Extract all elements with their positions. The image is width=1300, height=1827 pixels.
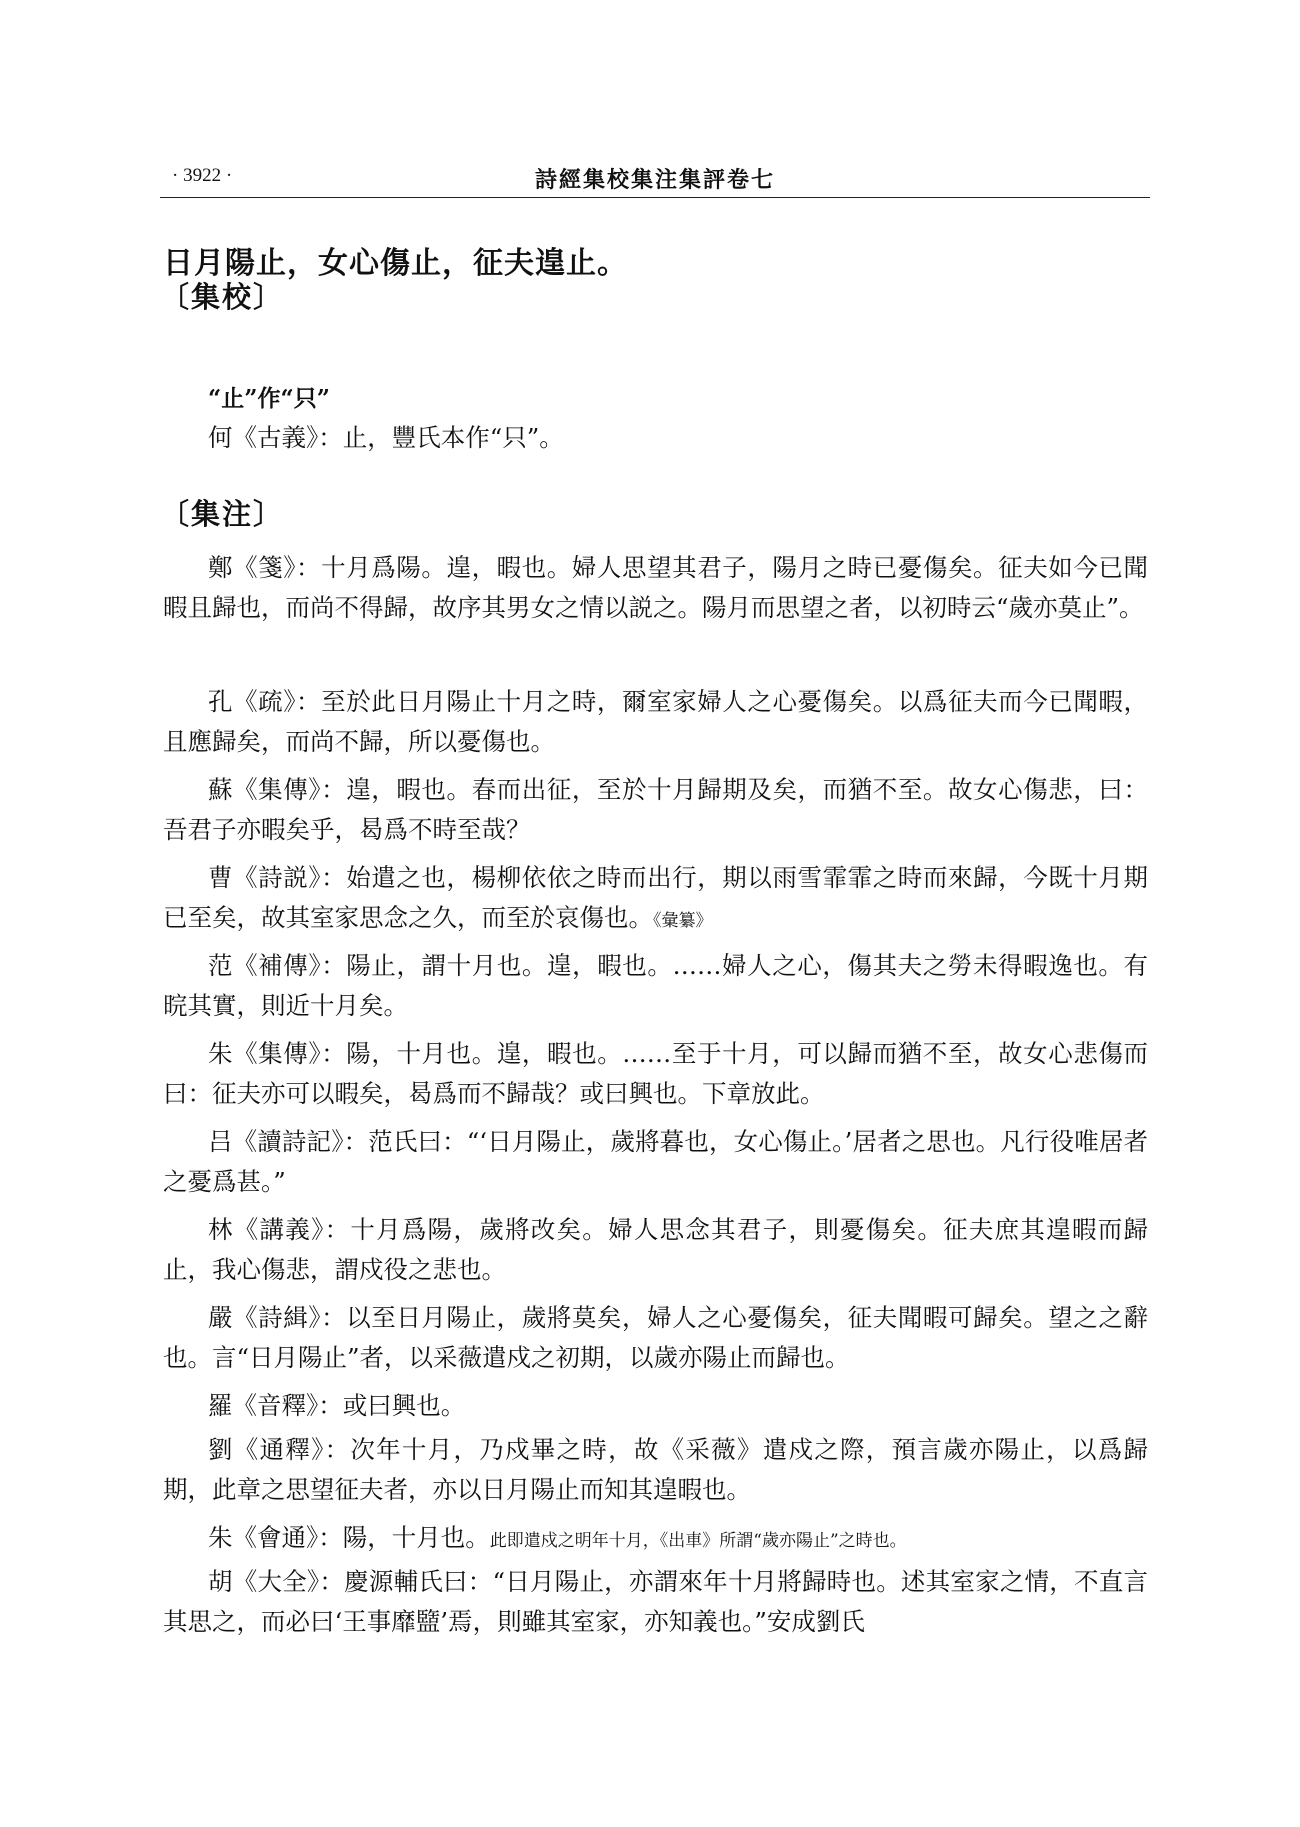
entry-zheng-jian <box>163 548 1148 628</box>
entry-zhu-huitong <box>163 1518 1148 1561</box>
entry-hu-daquan <box>163 1562 1148 1642</box>
entry-fan-buzhuan <box>163 946 1148 1026</box>
entry-text: 劉《通釋》：次年十月，乃戍畢之時，故《采薇》遣戍之際，預言歲亦陽止，以爲歸期，此章之思望征夫者，亦以日月陽止而知其遑暇也。 <box>163 1435 1148 1504</box>
section-heading-jizhu: 〔集注〕 <box>160 497 285 531</box>
entry-text: 羅《音釋》：或曰興也。 <box>208 1391 466 1420</box>
entry-zhu-jizhuan <box>163 1034 1148 1114</box>
entry-text: 鄭《箋》：十月爲陽。遑，暇也。婦人思望其君子，陽月之時已憂傷矣。征夫如今已聞暇且歸也，而尚不得歸，故序其男女之情以説之。陽月而思望之者，以初時云“歲亦莫止”。 <box>163 553 1148 622</box>
entry-luo-yinshi <box>163 1386 1148 1426</box>
entry-lv-dushiji <box>163 1122 1148 1202</box>
section-heading-jiaojiao: 〔集校〕 <box>160 280 285 314</box>
verse-line: 日月陽止，女心傷止，征夫遑止。 <box>163 246 628 281</box>
jiaojiao-entry: 何《古義》：止，豐氏本作“只”。 <box>208 423 564 452</box>
entry-text: 曹《詩説》：始遣之也，楊柳依依之時而出行，期以雨雪霏霏之時而來歸，今既十月期已至矣，故其室家思念之久，而至於哀傷也。 <box>163 863 1148 932</box>
source-note: 《彙纂》 <box>653 911 713 931</box>
running-title: 詩經集校集注集評卷七 <box>534 167 775 193</box>
entry-text: 胡《大全》：慶源輔氏曰：“日月陽止，亦謂來年十月將歸時也。述其室家之情，不直言其思之，而必曰‘王事靡盬’焉，則雖其室家，亦知義也。”安成劉氏 <box>163 1567 1148 1636</box>
entry-text: 蘇《集傳》：遑，暇也。春而出征，至於十月歸期及矣，而猶不至。故女心傷悲，曰：吾君子亦暇矣乎，曷爲不時至哉？ <box>163 775 1148 844</box>
entry-text: 范《補傳》：陽止，謂十月也。遑，暇也。……婦人之心，傷其夫之勞未得暇逸也。有晥其實，則近十月矣。 <box>163 951 1148 1020</box>
page-number: · 3922 · <box>172 165 233 186</box>
entry-text: 嚴《詩緝》：以至日月陽止，歲將莫矣，婦人之心憂傷矣，征夫聞暇可歸矣。望之之辭也。言“日月陽止”者，以采薇遣戍之初期，以歲亦陽止而歸也。 <box>163 1303 1148 1372</box>
entry-text: 孔《疏》：至於此日月陽止十月之時，爾室家婦人之心憂傷矣。以爲征夫而今已聞暇，且應歸矣，而尚不歸，所以憂傷也。 <box>163 687 1148 756</box>
entry-su-jizhuan <box>163 770 1148 850</box>
variant-title: “止”作“只” <box>208 385 330 412</box>
entry-yan-shiji <box>163 1298 1148 1378</box>
header-rule <box>160 197 1150 198</box>
entry-text: 朱《會通》：陽，十月也。 <box>208 1523 490 1552</box>
entry-text: 朱《集傳》：陽，十月也。遑，暇也。……至于十月，可以歸而猶不至，故女心悲傷而曰：征夫亦可以暇矣，曷爲而不歸哉？或曰興也。下章放此。 <box>163 1039 1148 1108</box>
entry-text: 林《講義》：十月爲陽，歲將改矣。婦人思念其君子，則憂傷矣。征夫庶其遑暇而歸止，我心傷悲，謂戍役之悲也。 <box>163 1215 1148 1284</box>
page-header <box>160 165 1150 199</box>
entry-text: 吕《讀詩記》：范氏曰：“‘日月陽止，歲將暮也，女心傷止。’居者之思也。凡行役唯居者之憂爲甚。” <box>163 1127 1148 1196</box>
entry-lin-jiangyi <box>163 1210 1148 1290</box>
entry-liu-tongshi <box>163 1430 1148 1510</box>
entry-cao-shishuo <box>163 858 1148 941</box>
source-note: 此即遣戍之明年十月，《出車》所謂“歲亦陽止”之時也。 <box>489 1531 907 1551</box>
entry-kong-shu <box>163 682 1148 762</box>
